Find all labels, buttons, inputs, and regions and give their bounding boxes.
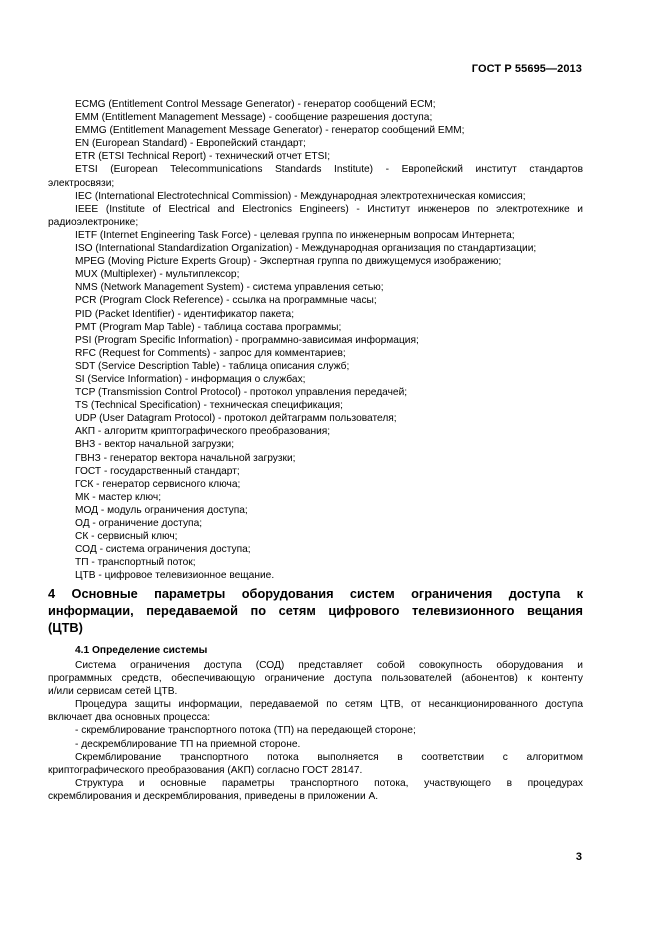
section-4-1-body	[48, 659, 583, 803]
abbreviation-item: TS (Technical Specification) - техническая спецификация;	[75, 400, 344, 412]
abbreviation-item: SI (Service Information) - информация о службах;	[75, 373, 306, 385]
abbreviation-item: IEC (International Electrotechnical Commission) - Международная электротехническая комиссия;	[75, 190, 526, 202]
paragraph-line: Скремблирование транспортного потока выполняется в соответствии с алгоритмом	[75, 751, 583, 763]
abbreviation-item: MUX (Multiplexer) - мультиплексор;	[75, 269, 240, 281]
abbreviation-item: MPEG (Moving Picture Experts Group) - Экспертная группа по движущемуся изображению;	[75, 256, 502, 268]
list-item: - дескремблирование ТП на приемной стороне.	[75, 738, 301, 750]
paragraph-line: включает два основных процесса:	[48, 712, 211, 724]
abbreviation-item: ГВНЗ - генератор вектора начальной загрузки;	[75, 452, 296, 464]
abbreviation-item: PID (Packet Identifier) - идентификатор пакета;	[75, 308, 295, 320]
paragraph-line: программных средств, обеспечивающую ограничение доступа пользователей (абонентов) к контенту	[48, 673, 583, 685]
abbreviation-item: EMMG (Entitlement Management Message Generator) - генератор сообщений EMM;	[75, 125, 465, 137]
paragraph-line: Система ограничения доступа (СОД) представляет собой совокупность оборудования и	[75, 660, 583, 671]
paragraph-line: и/или сервисам сетей ЦТВ.	[48, 686, 178, 698]
abbreviation-item: СОД - система ограничения доступа;	[75, 544, 251, 556]
abbreviation-item: EMM (Entitlement Management Message) - сообщение разрешения доступа;	[75, 112, 433, 124]
abbreviation-item: ВНЗ - вектор начальной загрузки;	[75, 439, 235, 451]
abbreviation-item: ETSI (European Telecommunications Standards Institute) - Европейский институт стандартов	[75, 164, 583, 176]
abbreviation-item: ГОСТ - государственный стандарт;	[75, 465, 240, 477]
abbreviation-item: МК - мастер ключ;	[75, 491, 162, 503]
abbreviation-item: МОД - модуль ограничения доступа;	[75, 504, 248, 516]
abbreviation-item: ТП - транспортный поток;	[75, 557, 196, 569]
list-item: - скремблирование транспортного потока (ТП) на передающей стороне;	[75, 725, 416, 737]
paragraph-line: Структура и основные параметры транспортного потока, участвующего в процедурах	[75, 777, 583, 789]
abbreviation-item: PMT (Program Map Table) - таблица состава программы;	[75, 321, 342, 333]
abbreviation-item: АКП - алгоритм криптографического преобразования;	[75, 426, 331, 438]
abbreviation-item: TCP (Transmission Control Protocol) - протокол управления передачей;	[75, 387, 408, 399]
abbreviation-item: IETF (Internet Engineering Task Force) - целевая группа по инженерным вопросам Интернета;	[75, 229, 515, 241]
paragraph-line: Процедура защиты информации, передаваемой по сетям ЦТВ, от несанкционированного доступа	[75, 699, 583, 711]
section-4-heading	[48, 586, 583, 636]
abbreviation-item: СК - сервисный ключ;	[75, 531, 178, 543]
abbreviation-item: EN (European Standard) - Европейский стандарт;	[75, 138, 306, 150]
abbreviations-list	[48, 98, 583, 582]
abbreviation-item: UDP (User Datagram Protocol) - протокол дейтаграмм пользователя;	[75, 413, 397, 425]
abbreviation-item: NMS (Network Management System) - система управления сетью;	[75, 282, 384, 294]
abbreviation-item-continued: электросвязи;	[48, 177, 115, 189]
abbreviation-item: ГСК - генератор сервисного ключа;	[75, 478, 241, 490]
abbreviation-item: ECMG (Entitlement Control Message Generator) - генератор сообщений ECM;	[75, 99, 436, 110]
abbreviation-item: PCR (Program Clock Reference) - ссылка на программные часы;	[75, 295, 377, 307]
abbreviation-item: ЦТВ - цифровое телевизионное вещание.	[75, 570, 275, 582]
abbreviation-item: RFC (Request for Comments) - запрос для комментариев;	[75, 347, 346, 359]
section-heading-line: (ЦТВ)	[48, 619, 83, 635]
subsection-4-1-heading: 4.1 Определение системы	[75, 645, 208, 656]
section-heading-line: 4 Основные параметры оборудования систем ограничения доступа к	[48, 586, 583, 601]
abbreviation-item: IEEE (Institute of Electrical and Electronics Engineers) - Институт инженеров по электротехнике и	[75, 203, 583, 215]
section-heading-line: информации, передаваемой по сетям цифрового телевизионного вещания	[48, 602, 583, 618]
page-number: 3	[575, 851, 582, 863]
standard-number-header: ГОСТ Р 55695—2013	[471, 63, 582, 75]
paragraph-line: скремблирования и дескремблирования, приведены в приложении А.	[48, 790, 379, 802]
abbreviation-item: PSI (Program Specific Information) - программно-зависимая информация;	[75, 334, 419, 346]
abbreviation-item: SDT (Service Description Table) - таблица описания служб;	[75, 360, 350, 372]
abbreviation-item: ETR (ETSI Technical Report) - технический отчет ETSI;	[75, 151, 331, 163]
paragraph-line: криптографического преобразования (АКП) согласно ГОСТ 28147.	[48, 764, 363, 776]
abbreviation-item: ISO (International Standardization Organization) - Международная организация по стандартизации;	[75, 243, 537, 255]
abbreviation-item-continued: радиоэлектронике;	[48, 216, 139, 228]
abbreviation-item: ОД - ограничение доступа;	[75, 518, 203, 529]
